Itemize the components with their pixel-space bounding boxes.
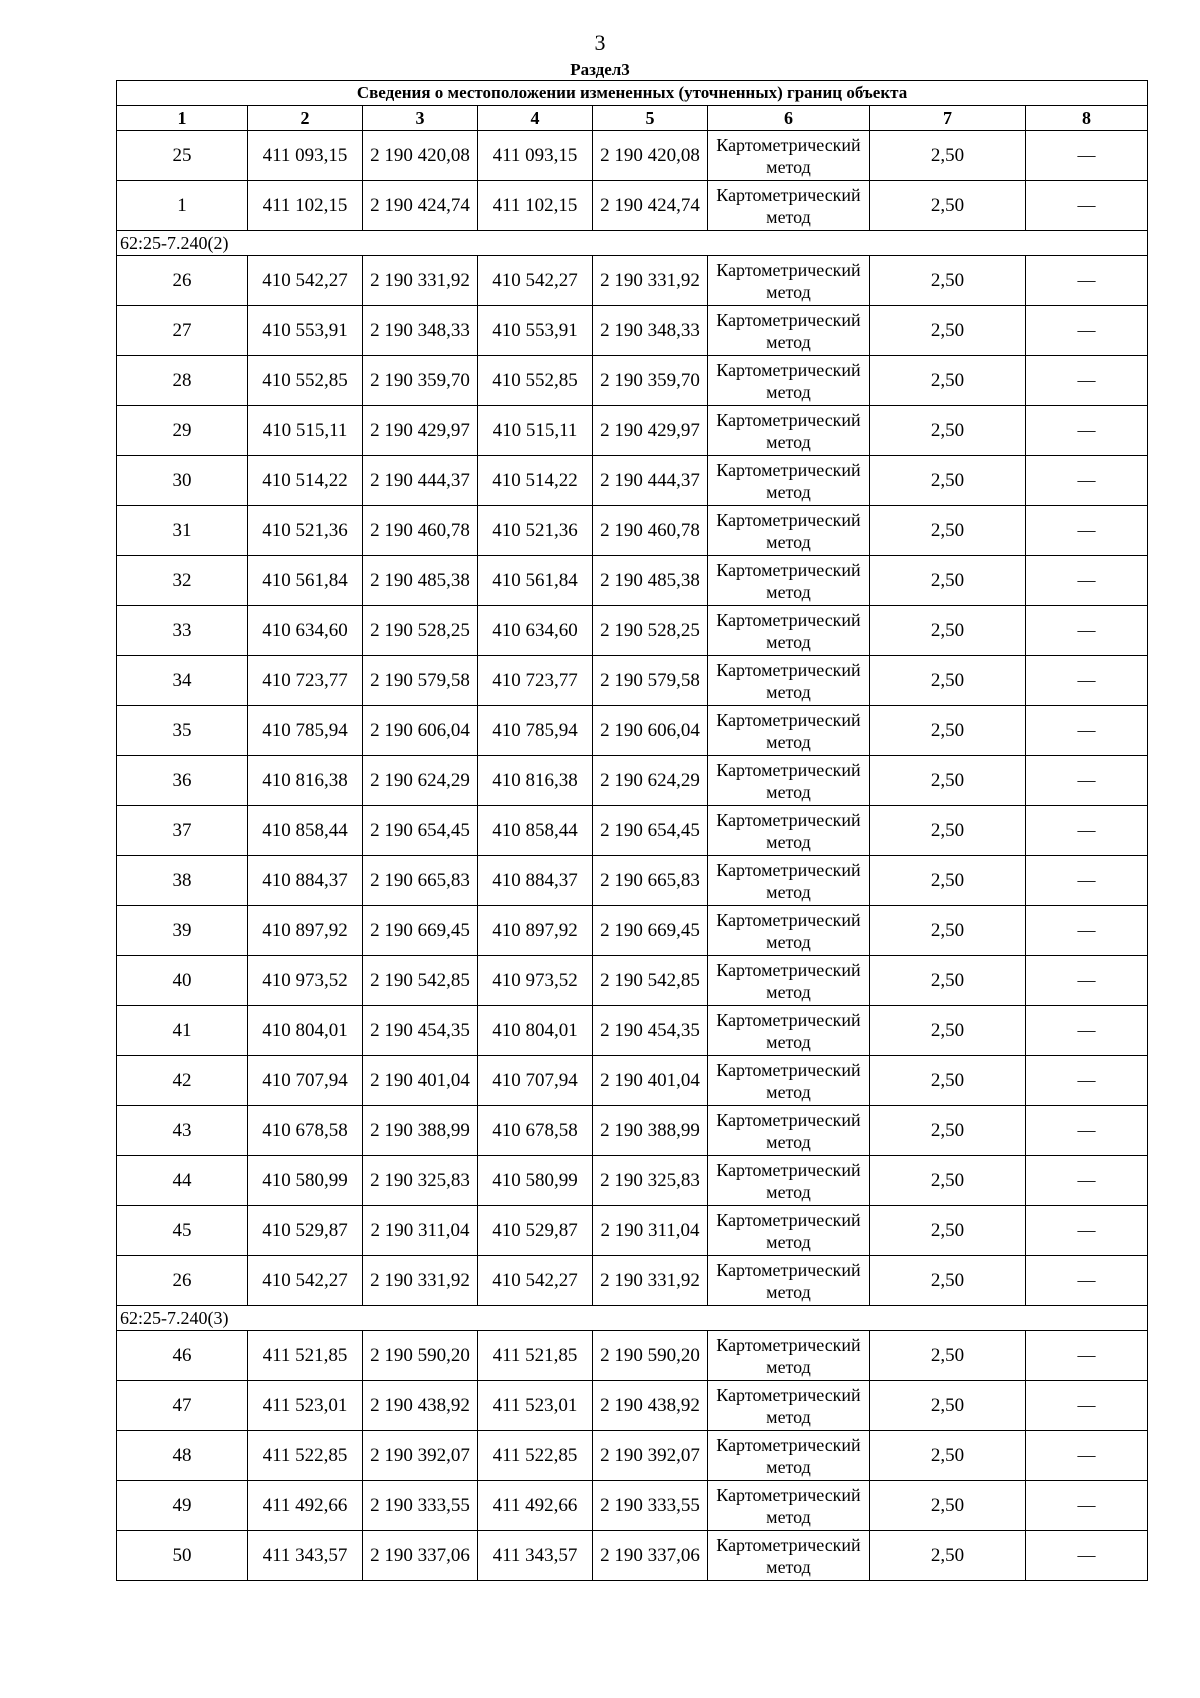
table-cell-col-8: —	[1026, 306, 1148, 356]
table-cell-col-7: 2,50	[870, 1431, 1026, 1481]
table-cell-col-1: 37	[117, 806, 248, 856]
table-cell-col-3: 2 190 669,45	[363, 906, 478, 956]
table-cell-col-2: 410 678,58	[248, 1106, 363, 1156]
column-header: 1	[117, 106, 248, 131]
table-cell-col-4: 410 580,99	[478, 1156, 593, 1206]
table-cell-col-2: 410 515,11	[248, 406, 363, 456]
table-row	[117, 1056, 1148, 1106]
table-cell-col-7: 2,50	[870, 856, 1026, 906]
table-row	[117, 406, 1148, 456]
table-cell-col-1: 1	[117, 181, 248, 231]
table-cell-col-4: 410 552,85	[478, 356, 593, 406]
table-cell-col-3: 2 190 420,08	[363, 131, 478, 181]
table-row	[117, 506, 1148, 556]
table-cell-col-5: 2 190 590,20	[593, 1331, 708, 1381]
table-cell-col-4: 410 707,94	[478, 1056, 593, 1106]
table-cell-col-5: 2 190 429,97	[593, 406, 708, 456]
table-cell-col-3: 2 190 460,78	[363, 506, 478, 556]
table-cell-col-6: Картометрический метод	[708, 1206, 870, 1256]
table-cell-col-3: 2 190 348,33	[363, 306, 478, 356]
table-cell-col-1: 46	[117, 1331, 248, 1381]
table-cell-col-6: Картометрический метод	[708, 1006, 870, 1056]
table-cell-col-1: 42	[117, 1056, 248, 1106]
table-cell-col-8: —	[1026, 406, 1148, 456]
group-label-row	[117, 1306, 1148, 1331]
table-cell-col-4: 410 521,36	[478, 506, 593, 556]
group-label: 62:25-7.240(2)	[117, 231, 1148, 256]
table-cell-col-1: 50	[117, 1531, 248, 1581]
table-row	[117, 556, 1148, 606]
table-row	[117, 256, 1148, 306]
table-row	[117, 606, 1148, 656]
table-cell-col-4: 411 522,85	[478, 1431, 593, 1481]
table-cell-col-4: 410 723,77	[478, 656, 593, 706]
table-cell-col-4: 410 884,37	[478, 856, 593, 906]
table-cell-col-6: Картометрический метод	[708, 406, 870, 456]
table-cell-col-8: —	[1026, 556, 1148, 606]
table-cell-col-7: 2,50	[870, 1481, 1026, 1531]
table-cell-col-4: 410 804,01	[478, 1006, 593, 1056]
table-cell-col-8: —	[1026, 756, 1148, 806]
table-row	[117, 1256, 1148, 1306]
table-cell-col-6: Картометрический метод	[708, 556, 870, 606]
group-label-row	[117, 231, 1148, 256]
table-cell-col-5: 2 190 311,04	[593, 1206, 708, 1256]
table-cell-col-4: 410 634,60	[478, 606, 593, 656]
table-cell-col-5: 2 190 424,74	[593, 181, 708, 231]
table-cell-col-5: 2 190 438,92	[593, 1381, 708, 1431]
table-cell-col-5: 2 190 669,45	[593, 906, 708, 956]
table-cell-col-2: 410 561,84	[248, 556, 363, 606]
table-cell-col-7: 2,50	[870, 756, 1026, 806]
table-cell-col-2: 411 093,15	[248, 131, 363, 181]
table-cell-col-7: 2,50	[870, 1056, 1026, 1106]
table-cell-col-4: 411 343,57	[478, 1531, 593, 1581]
table-cell-col-2: 410 897,92	[248, 906, 363, 956]
table-cell-col-4: 410 561,84	[478, 556, 593, 606]
table-cell-col-8: —	[1026, 1106, 1148, 1156]
table-cell-col-7: 2,50	[870, 956, 1026, 1006]
table-cell-col-6: Картометрический метод	[708, 1156, 870, 1206]
table-cell-col-1: 49	[117, 1481, 248, 1531]
table-cell-col-2: 410 521,36	[248, 506, 363, 556]
table-cell-col-4: 410 816,38	[478, 756, 593, 806]
table-cell-col-5: 2 190 392,07	[593, 1431, 708, 1481]
table-cell-col-3: 2 190 325,83	[363, 1156, 478, 1206]
table-cell-col-6: Картометрический метод	[708, 1056, 870, 1106]
column-header: 5	[593, 106, 708, 131]
table-cell-col-3: 2 190 665,83	[363, 856, 478, 906]
table-cell-col-3: 2 190 337,06	[363, 1531, 478, 1581]
table-cell-col-4: 410 515,11	[478, 406, 593, 456]
table-cell-col-4: 410 542,27	[478, 256, 593, 306]
table-cell-col-1: 44	[117, 1156, 248, 1206]
table-cell-col-8: —	[1026, 656, 1148, 706]
table-cell-col-6: Картометрический метод	[708, 1331, 870, 1381]
table-cell-col-1: 38	[117, 856, 248, 906]
table-cell-col-7: 2,50	[870, 456, 1026, 506]
table-cell-col-2: 410 529,87	[248, 1206, 363, 1256]
table-cell-col-7: 2,50	[870, 1256, 1026, 1306]
table-cell-col-8: —	[1026, 706, 1148, 756]
table-cell-col-6: Картометрический метод	[708, 1381, 870, 1431]
table-cell-col-5: 2 190 401,04	[593, 1056, 708, 1106]
table-cell-col-7: 2,50	[870, 1156, 1026, 1206]
table-cell-col-2: 410 580,99	[248, 1156, 363, 1206]
table-cell-col-8: —	[1026, 1481, 1148, 1531]
table-cell-col-8: —	[1026, 1156, 1148, 1206]
table-cell-col-4: 410 858,44	[478, 806, 593, 856]
table-cell-col-6: Картометрический метод	[708, 1531, 870, 1581]
table-cell-col-2: 410 514,22	[248, 456, 363, 506]
table-cell-col-7: 2,50	[870, 1331, 1026, 1381]
table-cell-col-2: 411 522,85	[248, 1431, 363, 1481]
table-cell-col-8: —	[1026, 1331, 1148, 1381]
table-cell-col-5: 2 190 444,37	[593, 456, 708, 506]
table-cell-col-2: 410 707,94	[248, 1056, 363, 1106]
table-cell-col-4: 410 542,27	[478, 1256, 593, 1306]
table-cell-col-6: Картометрический метод	[708, 706, 870, 756]
table-cell-col-3: 2 190 429,97	[363, 406, 478, 456]
table-cell-col-7: 2,50	[870, 706, 1026, 756]
table-cell-col-1: 40	[117, 956, 248, 1006]
table-cell-col-5: 2 190 420,08	[593, 131, 708, 181]
table-cell-col-3: 2 190 388,99	[363, 1106, 478, 1156]
table-cell-col-2: 410 858,44	[248, 806, 363, 856]
table-cell-col-3: 2 190 359,70	[363, 356, 478, 406]
table-row	[117, 181, 1148, 231]
table-cell-col-3: 2 190 579,58	[363, 656, 478, 706]
table-cell-col-6: Картометрический метод	[708, 756, 870, 806]
table-cell-col-8: —	[1026, 806, 1148, 856]
table-row	[117, 356, 1148, 406]
table-cell-col-6: Картометрический метод	[708, 906, 870, 956]
table-cell-col-3: 2 190 528,25	[363, 606, 478, 656]
table-cell-col-5: 2 190 579,58	[593, 656, 708, 706]
table-cell-col-4: 410 973,52	[478, 956, 593, 1006]
table-cell-col-6: Картометрический метод	[708, 606, 870, 656]
table-cell-col-8: —	[1026, 356, 1148, 406]
table-cell-col-8: —	[1026, 906, 1148, 956]
table-cell-col-1: 43	[117, 1106, 248, 1156]
table-cell-col-7: 2,50	[870, 256, 1026, 306]
table-header-row	[117, 106, 1148, 131]
table-cell-col-4: 410 514,22	[478, 456, 593, 506]
table-cell-col-4: 410 785,94	[478, 706, 593, 756]
column-header: 3	[363, 106, 478, 131]
table-cell-col-3: 2 190 454,35	[363, 1006, 478, 1056]
table-cell-col-2: 410 804,01	[248, 1006, 363, 1056]
table-cell-col-2: 410 542,27	[248, 1256, 363, 1306]
table-cell-col-6: Картометрический метод	[708, 181, 870, 231]
table-cell-col-6: Картометрический метод	[708, 656, 870, 706]
table-cell-col-8: —	[1026, 131, 1148, 181]
table-cell-col-3: 2 190 438,92	[363, 1381, 478, 1431]
table-cell-col-3: 2 190 392,07	[363, 1431, 478, 1481]
table-row	[117, 706, 1148, 756]
table-cell-col-1: 47	[117, 1381, 248, 1431]
column-header: 6	[708, 106, 870, 131]
table-cell-col-5: 2 190 454,35	[593, 1006, 708, 1056]
table-cell-col-2: 411 343,57	[248, 1531, 363, 1581]
table-cell-col-5: 2 190 331,92	[593, 256, 708, 306]
table-row	[117, 131, 1148, 181]
table-cell-col-4: 411 523,01	[478, 1381, 593, 1431]
table-cell-col-2: 410 884,37	[248, 856, 363, 906]
table-cell-col-8: —	[1026, 1006, 1148, 1056]
table-cell-col-8: —	[1026, 1206, 1148, 1256]
table-row	[117, 1206, 1148, 1256]
table-cell-col-4: 411 492,66	[478, 1481, 593, 1531]
table-row	[117, 1481, 1148, 1531]
table-cell-col-7: 2,50	[870, 656, 1026, 706]
table-cell-col-1: 26	[117, 1256, 248, 1306]
table-cell-col-2: 410 973,52	[248, 956, 363, 1006]
table-row	[117, 1156, 1148, 1206]
table-row	[117, 756, 1148, 806]
table-cell-col-8: —	[1026, 606, 1148, 656]
table-cell-col-8: —	[1026, 1056, 1148, 1106]
table-cell-col-5: 2 190 606,04	[593, 706, 708, 756]
table-body	[117, 131, 1148, 1581]
table-cell-col-2: 410 816,38	[248, 756, 363, 806]
table-cell-col-8: —	[1026, 1531, 1148, 1581]
table-cell-col-5: 2 190 624,29	[593, 756, 708, 806]
table-cell-col-2: 411 523,01	[248, 1381, 363, 1431]
table-cell-col-1: 32	[117, 556, 248, 606]
table-cell-col-1: 35	[117, 706, 248, 756]
table-cell-col-6: Картометрический метод	[708, 356, 870, 406]
table-row	[117, 1331, 1148, 1381]
table-cell-col-3: 2 190 485,38	[363, 556, 478, 606]
column-header: 8	[1026, 106, 1148, 131]
table-cell-col-2: 410 553,91	[248, 306, 363, 356]
table-cell-col-5: 2 190 528,25	[593, 606, 708, 656]
table-cell-col-1: 48	[117, 1431, 248, 1481]
table-row	[117, 856, 1148, 906]
column-header: 7	[870, 106, 1026, 131]
table-cell-col-2: 410 542,27	[248, 256, 363, 306]
table-cell-col-3: 2 190 654,45	[363, 806, 478, 856]
table-row	[117, 1381, 1148, 1431]
table-row	[117, 306, 1148, 356]
table-caption: Сведения о местоположении измененных (уточненных) границ объекта	[117, 81, 1148, 106]
table-row	[117, 456, 1148, 506]
table-cell-col-5: 2 190 460,78	[593, 506, 708, 556]
table-cell-col-3: 2 190 331,92	[363, 256, 478, 306]
table-cell-col-5: 2 190 359,70	[593, 356, 708, 406]
table-cell-col-8: —	[1026, 856, 1148, 906]
boundary-coordinates-table	[116, 80, 1148, 1581]
table-cell-col-1: 33	[117, 606, 248, 656]
table-cell-col-3: 2 190 444,37	[363, 456, 478, 506]
table-cell-col-4: 411 521,85	[478, 1331, 593, 1381]
table-cell-col-7: 2,50	[870, 1206, 1026, 1256]
table-cell-col-5: 2 190 333,55	[593, 1481, 708, 1531]
table-cell-col-6: Картометрический метод	[708, 956, 870, 1006]
table-cell-col-3: 2 190 333,55	[363, 1481, 478, 1531]
table-cell-col-6: Картометрический метод	[708, 1431, 870, 1481]
table-cell-col-8: —	[1026, 956, 1148, 1006]
table-cell-col-1: 27	[117, 306, 248, 356]
table-cell-col-1: 31	[117, 506, 248, 556]
table-cell-col-5: 2 190 348,33	[593, 306, 708, 356]
table-cell-col-1: 30	[117, 456, 248, 506]
page-number: 3	[594, 30, 606, 55]
table-cell-col-8: —	[1026, 1431, 1148, 1481]
table-cell-col-3: 2 190 424,74	[363, 181, 478, 231]
section-title: Раздел3	[570, 60, 630, 79]
table-cell-col-5: 2 190 654,45	[593, 806, 708, 856]
table-cell-col-1: 28	[117, 356, 248, 406]
table-cell-col-6: Картометрический метод	[708, 856, 870, 906]
table-cell-col-5: 2 190 388,99	[593, 1106, 708, 1156]
table-row	[117, 906, 1148, 956]
table-cell-col-8: —	[1026, 456, 1148, 506]
table-cell-col-6: Картометрический метод	[708, 1256, 870, 1306]
table-cell-col-2: 410 552,85	[248, 356, 363, 406]
table-cell-col-8: —	[1026, 506, 1148, 556]
table-cell-col-3: 2 190 401,04	[363, 1056, 478, 1106]
table-cell-col-3: 2 190 542,85	[363, 956, 478, 1006]
table-cell-col-4: 410 678,58	[478, 1106, 593, 1156]
table-cell-col-1: 45	[117, 1206, 248, 1256]
table-cell-col-4: 410 897,92	[478, 906, 593, 956]
table-cell-col-6: Картометрический метод	[708, 1106, 870, 1156]
table-cell-col-6: Картометрический метод	[708, 256, 870, 306]
table-cell-col-6: Картометрический метод	[708, 306, 870, 356]
column-header: 4	[478, 106, 593, 131]
table-cell-col-3: 2 190 331,92	[363, 1256, 478, 1306]
table-caption-row	[117, 81, 1148, 106]
table-cell-col-8: —	[1026, 256, 1148, 306]
table-cell-col-8: —	[1026, 1381, 1148, 1431]
table-cell-col-3: 2 190 624,29	[363, 756, 478, 806]
table-cell-col-2: 410 634,60	[248, 606, 363, 656]
table-cell-col-4: 410 529,87	[478, 1206, 593, 1256]
table-cell-col-4: 411 093,15	[478, 131, 593, 181]
table-cell-col-7: 2,50	[870, 1006, 1026, 1056]
table-cell-col-5: 2 190 337,06	[593, 1531, 708, 1581]
table-cell-col-7: 2,50	[870, 306, 1026, 356]
table-cell-col-7: 2,50	[870, 506, 1026, 556]
table-cell-col-1: 26	[117, 256, 248, 306]
table-cell-col-5: 2 190 485,38	[593, 556, 708, 606]
table-cell-col-3: 2 190 606,04	[363, 706, 478, 756]
table-cell-col-7: 2,50	[870, 806, 1026, 856]
table-row	[117, 1106, 1148, 1156]
table-cell-col-8: —	[1026, 181, 1148, 231]
table-cell-col-8: —	[1026, 1256, 1148, 1306]
table-cell-col-3: 2 190 311,04	[363, 1206, 478, 1256]
table-row	[117, 956, 1148, 1006]
group-label: 62:25-7.240(3)	[117, 1306, 1148, 1331]
table-cell-col-7: 2,50	[870, 356, 1026, 406]
table-cell-col-5: 2 190 665,83	[593, 856, 708, 906]
table-cell-col-1: 25	[117, 131, 248, 181]
table-cell-col-5: 2 190 542,85	[593, 956, 708, 1006]
table-cell-col-1: 36	[117, 756, 248, 806]
table-cell-col-5: 2 190 325,83	[593, 1156, 708, 1206]
table-cell-col-7: 2,50	[870, 1531, 1026, 1581]
table-cell-col-7: 2,50	[870, 906, 1026, 956]
table-cell-col-6: Картометрический метод	[708, 131, 870, 181]
table-cell-col-4: 410 553,91	[478, 306, 593, 356]
table-row	[117, 1431, 1148, 1481]
table-cell-col-6: Картометрический метод	[708, 456, 870, 506]
table-cell-col-2: 410 785,94	[248, 706, 363, 756]
table-cell-col-7: 2,50	[870, 406, 1026, 456]
table-cell-col-7: 2,50	[870, 1106, 1026, 1156]
table-cell-col-7: 2,50	[870, 556, 1026, 606]
table-cell-col-2: 410 723,77	[248, 656, 363, 706]
table-cell-col-2: 411 521,85	[248, 1331, 363, 1381]
table-cell-col-6: Картометрический метод	[708, 506, 870, 556]
table-cell-col-6: Картометрический метод	[708, 1481, 870, 1531]
table-cell-col-1: 39	[117, 906, 248, 956]
table-cell-col-1: 29	[117, 406, 248, 456]
column-header: 2	[248, 106, 363, 131]
table-row	[117, 1006, 1148, 1056]
table-cell-col-4: 411 102,15	[478, 181, 593, 231]
table-cell-col-7: 2,50	[870, 181, 1026, 231]
table-cell-col-3: 2 190 590,20	[363, 1331, 478, 1381]
table-row	[117, 656, 1148, 706]
table-cell-col-5: 2 190 331,92	[593, 1256, 708, 1306]
table-cell-col-7: 2,50	[870, 131, 1026, 181]
table-cell-col-2: 411 102,15	[248, 181, 363, 231]
table-cell-col-2: 411 492,66	[248, 1481, 363, 1531]
table-cell-col-1: 34	[117, 656, 248, 706]
table-cell-col-7: 2,50	[870, 1381, 1026, 1431]
table-cell-col-6: Картометрический метод	[708, 806, 870, 856]
table-row	[117, 806, 1148, 856]
table-row	[117, 1531, 1148, 1581]
table-cell-col-7: 2,50	[870, 606, 1026, 656]
table-cell-col-1: 41	[117, 1006, 248, 1056]
